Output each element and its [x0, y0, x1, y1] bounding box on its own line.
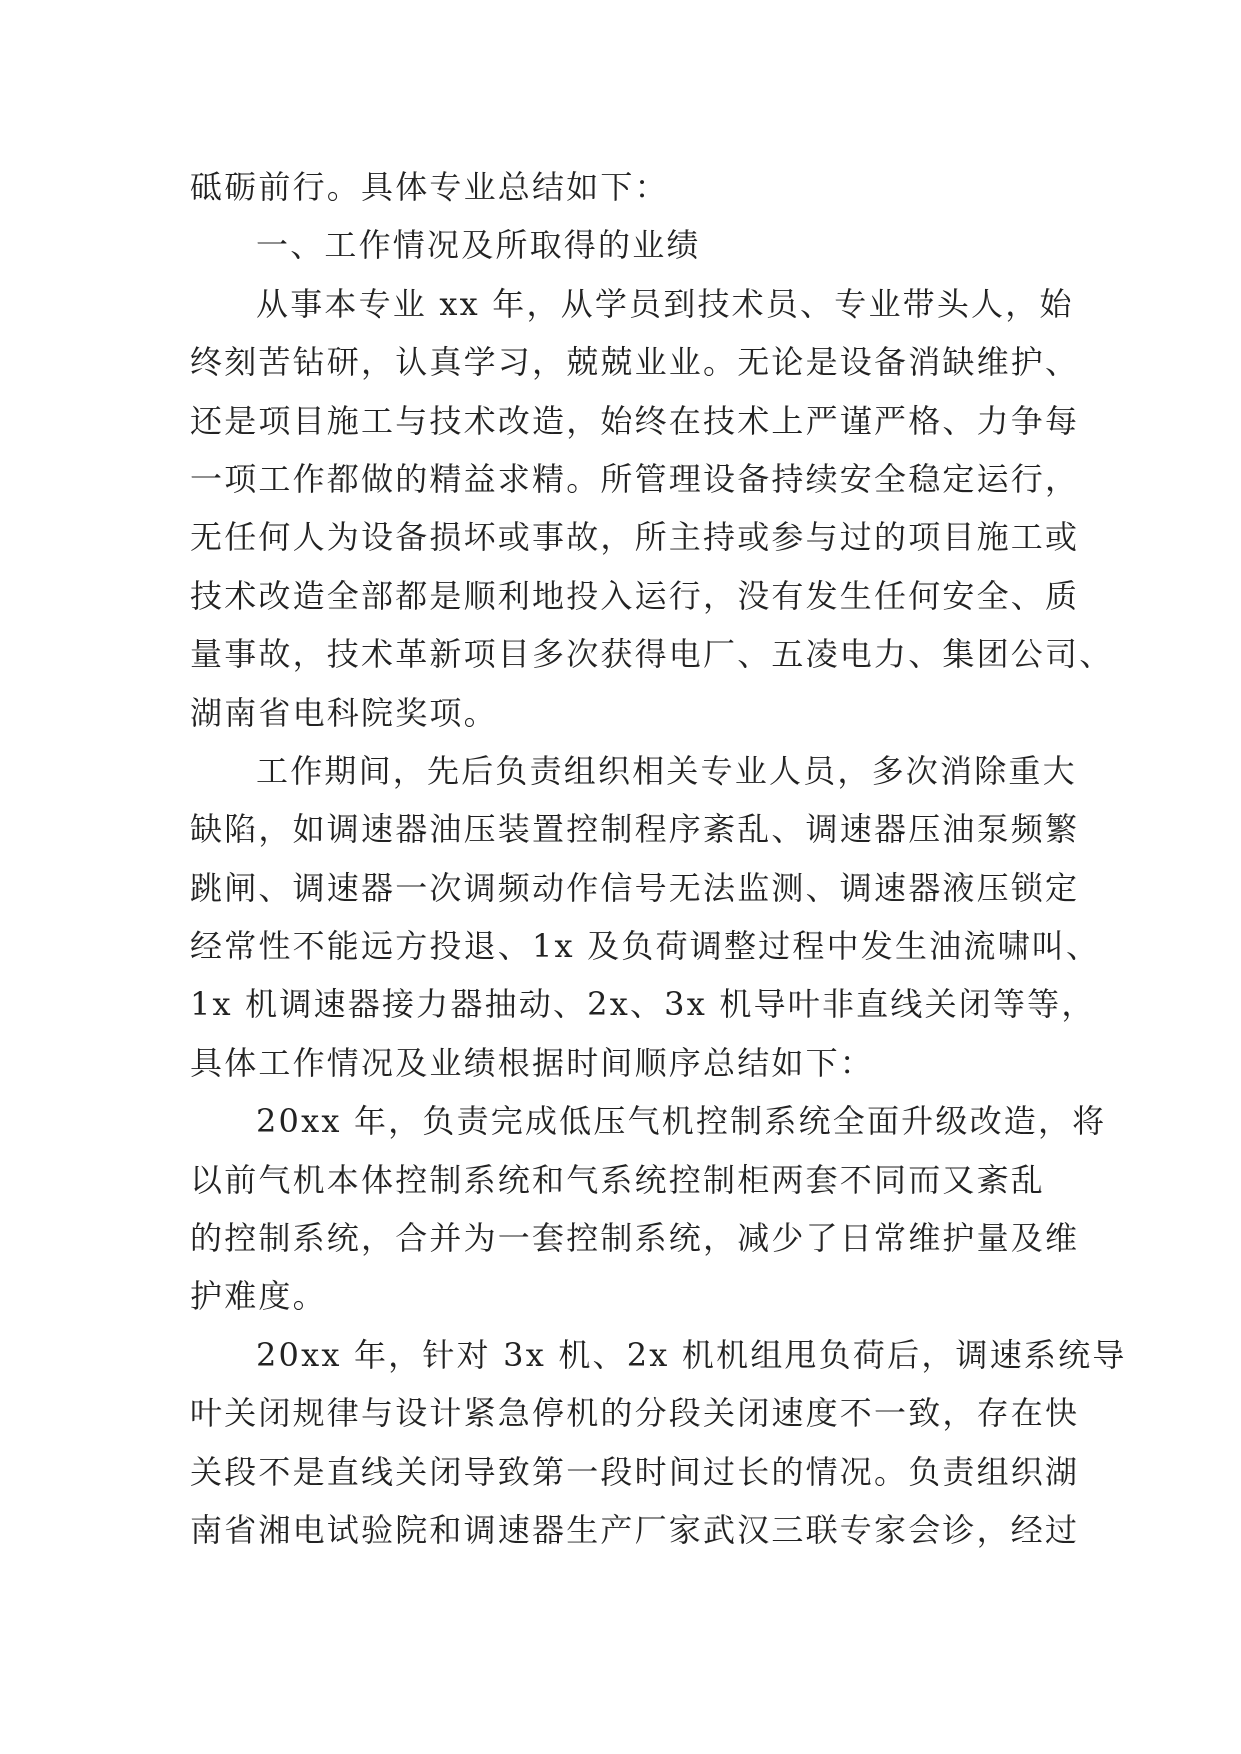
text-line: 护难度。 — [190, 1277, 327, 1316]
text-line: 湖南省电科院奖项。 — [190, 693, 498, 732]
text-line: 以前气机本体控制系统和气系统控制柜两套不同而又紊乱 — [190, 1160, 1046, 1199]
section-heading: 一、工作情况及所取得的业绩 — [256, 226, 701, 265]
document-body — [190, 158, 1127, 1559]
text-line: 砥砺前行。具体专业总结如下： — [190, 168, 669, 206]
text-line: 的控制系统，合并为一套控制系统，减少了日常维护量及维 — [190, 1219, 1080, 1258]
text-line: 从事本专业 xx 年，从学员到技术员、专业带头人，始 — [256, 284, 1074, 323]
text-line: 工作期间，先后负责组织相关专业人员，多次消除重大 — [256, 751, 1077, 790]
text-line: 经常性不能远方投退、1x 及负荷调整过程中发生油流啸叫、 — [190, 927, 1101, 966]
text-line: 20xx 年，针对 3x 机、2x 机机组甩负荷后，调速系统导 — [256, 1335, 1127, 1374]
text-line: 还是项目施工与技术改造，始终在技术上严谨严格、力争每 — [190, 401, 1080, 440]
text-line: 叶关闭规律与设计紧急停机的分段关闭速度不一致，存在快 — [190, 1394, 1080, 1433]
text-line: 量事故，技术革新项目多次获得电厂、五凌电力、集团公司、 — [190, 635, 1114, 674]
text-line: 20xx 年，负责完成低压气机控制系统全面升级改造，将 — [256, 1102, 1107, 1141]
text-line: 缺陷，如调速器油压装置控制程序紊乱、调速器压油泵频繁 — [190, 810, 1080, 849]
text-line: 技术改造全部都是顺利地投入运行，没有发生任何安全、质 — [190, 576, 1080, 615]
text-line: 南省湘电试验院和调速器生产厂家武汉三联专家会诊，经过 — [190, 1510, 1080, 1549]
text-line: 具体工作情况及业绩根据时间顺序总结如下： — [190, 1043, 875, 1082]
text-line: 无任何人为设备损坏或事故，所主持或参与过的项目施工或 — [190, 518, 1080, 557]
text-line: 1x 机调速器接力器抽动、2x、3x 机导叶非直线关闭等等， — [190, 985, 1096, 1024]
text-line: 终刻苦钻研，认真学习，兢兢业业。无论是设备消缺维护、 — [190, 343, 1080, 382]
text-line: 关段不是直线关闭导致第一段时间过长的情况。负责组织湖 — [190, 1452, 1080, 1491]
text-line: 跳闸、调速器一次调频动作信号无法监测、调速器液压锁定 — [190, 868, 1080, 907]
text-line: 一项工作都做的精益求精。所管理设备持续安全稳定运行， — [190, 459, 1080, 498]
